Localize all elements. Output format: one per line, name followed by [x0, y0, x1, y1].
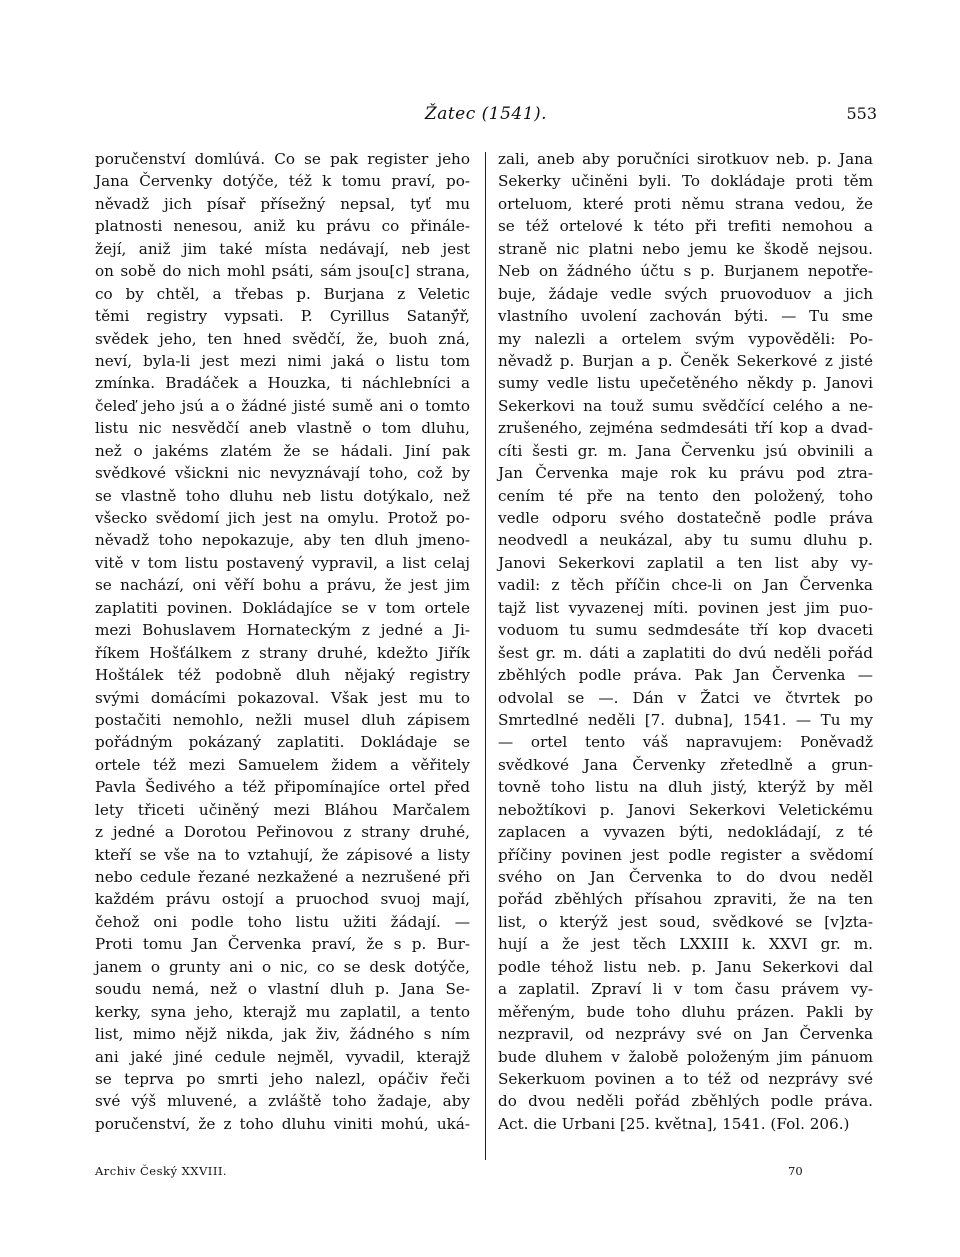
text-line: svého on Jan Červenka to do dvou neděl — [498, 868, 873, 886]
text-line: zaplatiti povinen. Dokládajíce se v tom ortele — [95, 598, 470, 617]
text-line: do dvou neděli pořád zběhlých podle práva. — [498, 1092, 873, 1111]
text-line: zmínka. Bradáček a Houzka, ti náchlebníci a — [95, 374, 470, 393]
text-line: list, mimo nějž nikda, jak živ, žádného s ním — [95, 1025, 470, 1044]
text-line: svědek jeho, ten hned svědčí, že, buoh zná, — [95, 329, 470, 348]
text-line: neodvedl a neukázal, aby tu sumu dluhu p. — [498, 531, 873, 550]
text-line: zrušeného, zejména sedmdesáti tří kop a dvad- — [498, 419, 873, 438]
text-line: pořád zběhlých přísahou zpraviti, že na ten — [498, 890, 873, 909]
text-line: Jana Červenky dotýče, též k tomu praví, po- — [95, 172, 470, 191]
text-line: buje, žádaje vedle svých pruovoduov a jich — [498, 284, 873, 303]
text-line: nezpravil, od nezprávy své on Jan Červenka — [498, 1025, 873, 1044]
text-line: a zaplatil. Zpraví li v tom času právem vy- — [498, 980, 873, 999]
text-line: Hoštálek též podobně dluh nějaký registry — [95, 666, 470, 685]
text-line: zběhlých podle práva. Pak Jan Červenka — — [498, 666, 873, 685]
text-line: každém právu ostojí a pruochod svuoj mají, — [95, 890, 470, 909]
text-line: se vlastně toho dluhu neb listu dotýkalo, než — [95, 486, 470, 505]
text-line: Proti tomu Jan Červenka praví, že s p. Bur- — [95, 935, 470, 954]
text-line: orteluom, které proti němu strana vedou, že — [498, 194, 873, 213]
text-line: něvadž p. Burjan a p. Čeněk Sekerkové z jisté — [498, 351, 873, 370]
text-line: tovně toho listu na dluh jistý, kterýž by měl — [498, 778, 873, 797]
text-line: příčiny povinen jest podle register a svědomí — [498, 845, 873, 864]
text-line: vlastního uvolení zachován býti. — Tu sme — [498, 307, 873, 326]
sheet-number: 70 — [788, 1164, 803, 1178]
text-line: on sobě do nich mohl psáti, sám jsou[c] strana, — [95, 262, 470, 281]
sheet-signature: Archiv Český XXVIII. — [95, 1164, 228, 1178]
text-line: se teprva po smrti jeho nalezl, opáčiv řeči — [95, 1069, 470, 1088]
text-line: Jan Červenka maje rok ku právu pod ztra- — [498, 464, 873, 483]
text-line: odvolal se —. Dán v Žatci ve čtvrtek po — [498, 688, 873, 707]
running-title: Žatec (1541). — [424, 104, 548, 124]
text-line: Pavla Šedivého a též připomínajíce ortel před — [95, 778, 470, 797]
right-text-column — [498, 148, 873, 1135]
text-line: straně nic platni nebo jemu ke škodě nejsou. — [498, 239, 873, 258]
text-line: vedle odporu svého dostatečně podle práva — [498, 509, 873, 527]
text-line: podle téhož listu neb. p. Janu Sekerkovi dal — [498, 957, 873, 976]
text-line: listu nic nesvědčí aneb vlastně o tom dluhu, — [95, 419, 470, 438]
text-line: nebožtíkovi p. Janovi Sekerkovi Veletickému — [498, 800, 873, 819]
text-line: soudu nemá, než o vlastní dluh p. Jana Se- — [95, 980, 470, 999]
text-line: pořádným pokázaný zaplatiti. Dokládaje se — [95, 733, 470, 752]
text-line: kteří se vše na to vztahují, že zápisové a listy — [95, 845, 470, 864]
text-line: Act. die Urbani [25. května], 1541. (Fol. 206.) — [498, 1114, 850, 1133]
text-line: se též ortelové k této při trefiti nemohou a — [498, 217, 873, 236]
text-line: Sekerkovi na touž sumu svědčící celého a ne- — [498, 396, 873, 415]
text-line: z jedné a Dorotou Peřinovou z strany druhé, — [95, 823, 470, 842]
text-line: svědkové všickni nic nevyznávají toho, což by — [95, 464, 470, 483]
text-line: Smrtedlné neděli [7. dubna], 1541. — Tu my — [498, 710, 873, 729]
text-line: Janovi Sekerkovi zaplatil a ten list aby vy- — [498, 553, 873, 572]
text-line: kerky, syna jeho, kterajž mu zaplatil, a tento — [95, 1002, 470, 1021]
text-line: ortele též mezi Samuelem židem a věřitely — [95, 755, 470, 774]
text-line: něvadž jich písař přísežný nepsal, tyť mu — [95, 194, 470, 213]
text-line: se nachází, oni věří bohu a právu, že jest jim — [95, 576, 470, 595]
text-line: postačiti nemohlo, nežli musel dluh zápisem — [95, 710, 470, 729]
text-line: než o jakéms zlatém že se hádali. Jiní pak — [95, 441, 470, 460]
text-line: nebo cedule řezané nezkažené a nezrušené při — [95, 868, 470, 886]
text-line: měřeným, bude toho dluhu prázen. Pakli by — [498, 1002, 873, 1021]
text-line: lety třiceti učiněný mezi Bláhou Marčalem — [95, 800, 470, 819]
text-line: zaplacen a vyvazen býti, nedokládají, z té — [498, 823, 873, 842]
text-line: bude dluhem v žalobě položeným jim pánuom — [498, 1047, 873, 1066]
text-line: janem o grunty ani o nic, co se desk dotýče, — [95, 957, 470, 976]
text-line: něvadž toho nepokazuje, aby ten dluh jmeno- — [95, 531, 470, 550]
text-line: vadil: z těch příčin chce-li on Jan Červenka — [498, 576, 873, 595]
text-line: žejí, aniž jim také místa nedávají, neb jest — [95, 239, 470, 258]
text-line: tajž list vyvazenej míti. povinen jest jim puo- — [498, 598, 873, 617]
text-line: svědkové Jana Červenky zřetedlně a grun- — [498, 755, 873, 774]
running-head — [95, 104, 877, 130]
text-line: šest gr. m. dáti a zaplatiti do dvú neděli pořád — [498, 643, 873, 662]
text-line: neví, byla-li jest mezi nimi jaká o listu tom — [95, 351, 470, 370]
text-line: hují a že jest těch LXXIII k. XXVI gr. m. — [498, 935, 873, 954]
text-line: zali, aneb aby poručníci sirotkuov neb. p. Jana — [498, 150, 873, 168]
text-line: Neb on žádného účtu s p. Burjanem nepotře- — [498, 262, 873, 281]
text-line: list, o kterýž jest soud, svědkové se [v]zta- — [498, 912, 873, 931]
text-line: mezi Bohuslavem Hornateckým z jedné a Ji- — [95, 621, 470, 640]
text-line: ani jaké jiné cedule nejměl, vyvadil, kterajž — [95, 1047, 470, 1066]
text-line: co by chtěl, a třebas p. Burjana z Veletic — [95, 284, 470, 303]
text-line: cíti šesti gr. m. Jana Červenku jsú obvinili a — [498, 441, 873, 460]
text-line: sumy vedle listu upečetěného někdy p. Janovi — [498, 374, 873, 393]
text-line: my nalezli a ortelem svým vypověděli: Po- — [498, 329, 873, 348]
text-line: říkem Hošťálkem z strany druhé, kdežto Jiřík — [95, 643, 470, 662]
text-line: vitě v tom listu postavený vypravil, a list celaj — [95, 553, 470, 572]
text-line: voduom tu sumu sedmdesáte tří kop dvaceti — [498, 621, 873, 640]
text-line: poručenství domlúvá. Co se pak register jeho — [95, 150, 470, 168]
text-line: Sekerky učiněni byli. To dokládaje proti těm — [498, 172, 873, 191]
text-line: čehož oni podle toho listu užiti žádají. — — [95, 912, 470, 931]
column-divider — [485, 152, 486, 1160]
page-number: 553 — [846, 104, 877, 123]
page-footer — [95, 1160, 877, 1182]
text-line: — ortel tento váš napravujem: Poněvadž — [498, 733, 873, 752]
text-line: své výš mluvené, a zvláště toho žadaje, aby — [95, 1092, 470, 1111]
text-line: všecko svědomí jich jest na omylu. Protož po- — [95, 509, 470, 527]
text-line: těmi registry vypsati. P. Cyrillus Sataný̆ř, — [95, 307, 470, 326]
text-line: poručenství, že z toho dluhu viniti mohú, uká- — [95, 1114, 470, 1133]
text-line: Sekerkuom povinen a to též od nezprávy své — [498, 1069, 873, 1088]
left-text-column — [95, 148, 470, 1135]
text-line: platnosti nenesou, aniž ku právu co přinále- — [95, 217, 470, 236]
text-line: svými domácími pokazoval. Však jest mu to — [95, 688, 470, 707]
text-line: čeleď jeho jsú a o žádné jisté sumě ani o tomto — [95, 396, 470, 415]
text-line: cením té pře na tento den položený, toho — [498, 486, 873, 505]
